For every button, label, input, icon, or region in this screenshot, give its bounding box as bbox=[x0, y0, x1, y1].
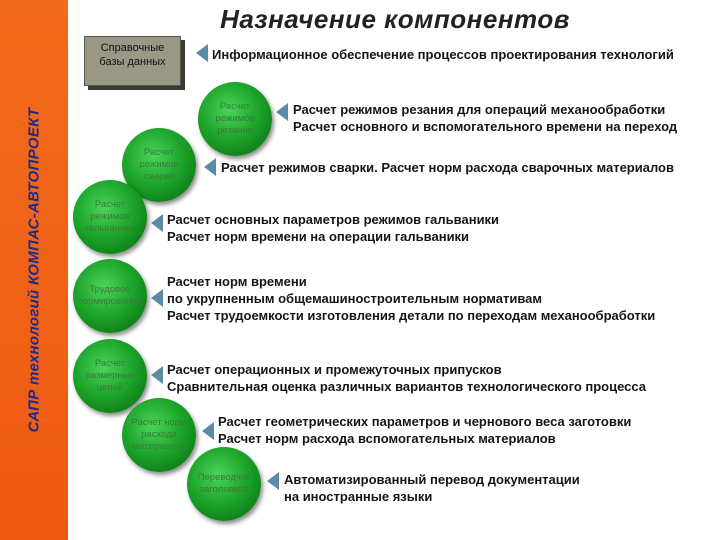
arrow-icon bbox=[267, 472, 279, 490]
circle-label: Расчет размерных цепей bbox=[85, 358, 135, 393]
welding-modes-description bbox=[221, 159, 674, 176]
circle-label: Расчет режимов сварки bbox=[139, 147, 179, 182]
desc-line: Расчет норм расхода вспомогательных материалов bbox=[218, 431, 556, 446]
reference-databases-box bbox=[84, 36, 181, 86]
page-title: Назначение компонентов bbox=[220, 4, 570, 34]
sidebar bbox=[0, 0, 68, 540]
desc-line: Расчет операционных и промежуточных припусков bbox=[167, 362, 502, 377]
desc-line: на иностранные языки bbox=[284, 489, 433, 504]
galvanic-modes-description bbox=[167, 211, 499, 245]
cutting-modes-description bbox=[293, 101, 677, 135]
desc-line: Расчет основного и вспомогательного времени на переход bbox=[293, 119, 678, 134]
cutting-modes-circle bbox=[198, 82, 272, 156]
desc-line: Сравнительная оценка различных вариантов технологического процесса bbox=[167, 379, 647, 394]
desc-line: Расчет трудоемкости изготовления детали по переходам механообработки bbox=[167, 308, 656, 323]
desc-line: по укрупненным общемашиностроительным нормативам bbox=[167, 291, 542, 306]
arrow-icon bbox=[151, 289, 163, 307]
galvanic-modes-circle bbox=[73, 180, 147, 254]
dimension-chains-circle bbox=[73, 339, 147, 413]
database-description: Информационное обеспечение процессов проектирования технологий bbox=[212, 47, 674, 62]
circle-label: Трудовое нормирование bbox=[77, 284, 143, 307]
desc-line: Расчет режимов сварки. Расчет норм расхода сварочных материалов bbox=[221, 160, 674, 175]
labour-rating-description bbox=[167, 273, 655, 324]
arrow-icon bbox=[196, 44, 208, 62]
arrow-icon bbox=[202, 422, 214, 440]
material-norms-circle bbox=[122, 398, 196, 472]
translator-circle bbox=[187, 447, 261, 521]
translator-description bbox=[284, 471, 580, 505]
db-line-1: Справочные bbox=[100, 42, 165, 54]
circle-label: Переводчик заголовков bbox=[197, 472, 251, 495]
circle-label: Расчет норм расхода материалов bbox=[131, 417, 187, 452]
arrow-icon bbox=[151, 214, 163, 232]
circle-label: Расчет режимов резания bbox=[215, 101, 255, 136]
material-norms-description bbox=[218, 413, 631, 447]
db-line-2: базы данных bbox=[99, 56, 166, 68]
desc-line: Расчет норм времени bbox=[167, 274, 307, 289]
desc-line: Расчет режимов резания для операций механообработки bbox=[293, 102, 666, 117]
sidebar-title: САПР технологий КОМПАС-АВТОПРОЕКТ bbox=[25, 107, 43, 433]
circle-label: Расчет режимов гальваники bbox=[85, 199, 135, 234]
desc-line: Расчет основных параметров режимов гальваники bbox=[167, 212, 500, 227]
desc-line: Расчет норм времени на операции гальваники bbox=[167, 229, 470, 244]
arrow-icon bbox=[151, 366, 163, 384]
labour-rating-circle bbox=[73, 259, 147, 333]
arrow-icon bbox=[276, 103, 288, 121]
desc-line: Расчет геометрических параметров и чернового веса заготовки bbox=[218, 414, 632, 429]
arrow-icon bbox=[204, 158, 216, 176]
desc-line: Автоматизированный перевод документации bbox=[284, 472, 580, 487]
dimension-chains-description bbox=[167, 361, 646, 395]
